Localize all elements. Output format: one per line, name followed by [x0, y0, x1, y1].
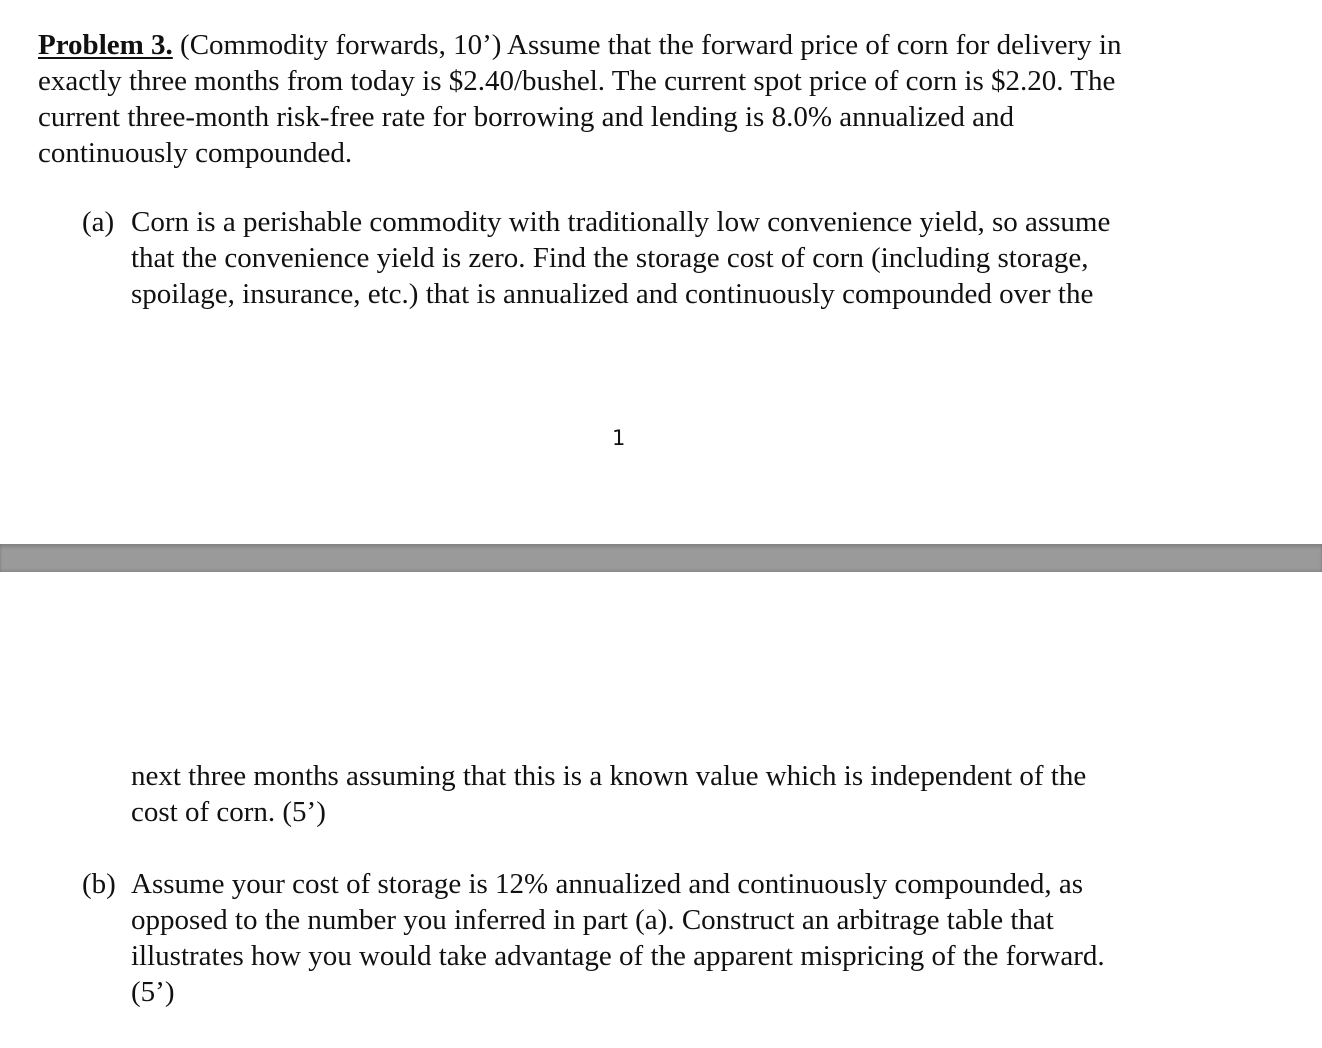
problem-intro-line-2: exactly three months from today is $2.40/bushel. The current spot price of corn is $2.20. The [38, 65, 1116, 97]
part-a-continuation [131, 758, 1086, 830]
problem-intro [38, 27, 1121, 171]
part-a-line-5: cost of corn. (5’) [131, 796, 326, 828]
page-number: 1 [612, 426, 626, 450]
part-a-line-4: next three months assuming that this is a known value which is independent of the [131, 760, 1087, 792]
problem-intro-line-3: current three-month risk-free rate for borrowing and lending is 8.0% annualized and [38, 101, 1014, 133]
problem-intro-text-1: (Commodity forwards, 10’) Assume that the forward price of corn for delivery in [172, 29, 1122, 61]
page-separator [0, 544, 1322, 572]
part-b-body [131, 866, 1105, 1010]
part-a-line-1: Corn is a perishable commodity with traditionally low convenience yield, so assume [131, 206, 1111, 238]
part-b-line-3: illustrates how you would take advantage of the apparent mispricing of the forward. [131, 940, 1105, 972]
problem-heading: Problem 3. [38, 29, 173, 61]
part-b-line-2: opposed to the number you inferred in part (a). Construct an arbitrage table that [131, 904, 1054, 936]
problem-intro-line-4: continuously compounded. [38, 137, 353, 169]
part-a-label: (a) [82, 206, 115, 238]
part-b-label: (b) [82, 868, 116, 900]
part-a-body [131, 204, 1110, 312]
part-b-line-4: (5’) [131, 976, 175, 1008]
part-a-line-3: spoilage, insurance, etc.) that is annualized and continuously compounded over the [131, 278, 1094, 310]
problem-intro-line-1 [38, 27, 1121, 63]
document-page-2 [0, 572, 1322, 1048]
part-a-line-2: that the convenience yield is zero. Find the storage cost of corn (including storage, [131, 242, 1089, 274]
part-b-line-1: Assume your cost of storage is 12% annualized and continuously compounded, as [131, 868, 1083, 900]
